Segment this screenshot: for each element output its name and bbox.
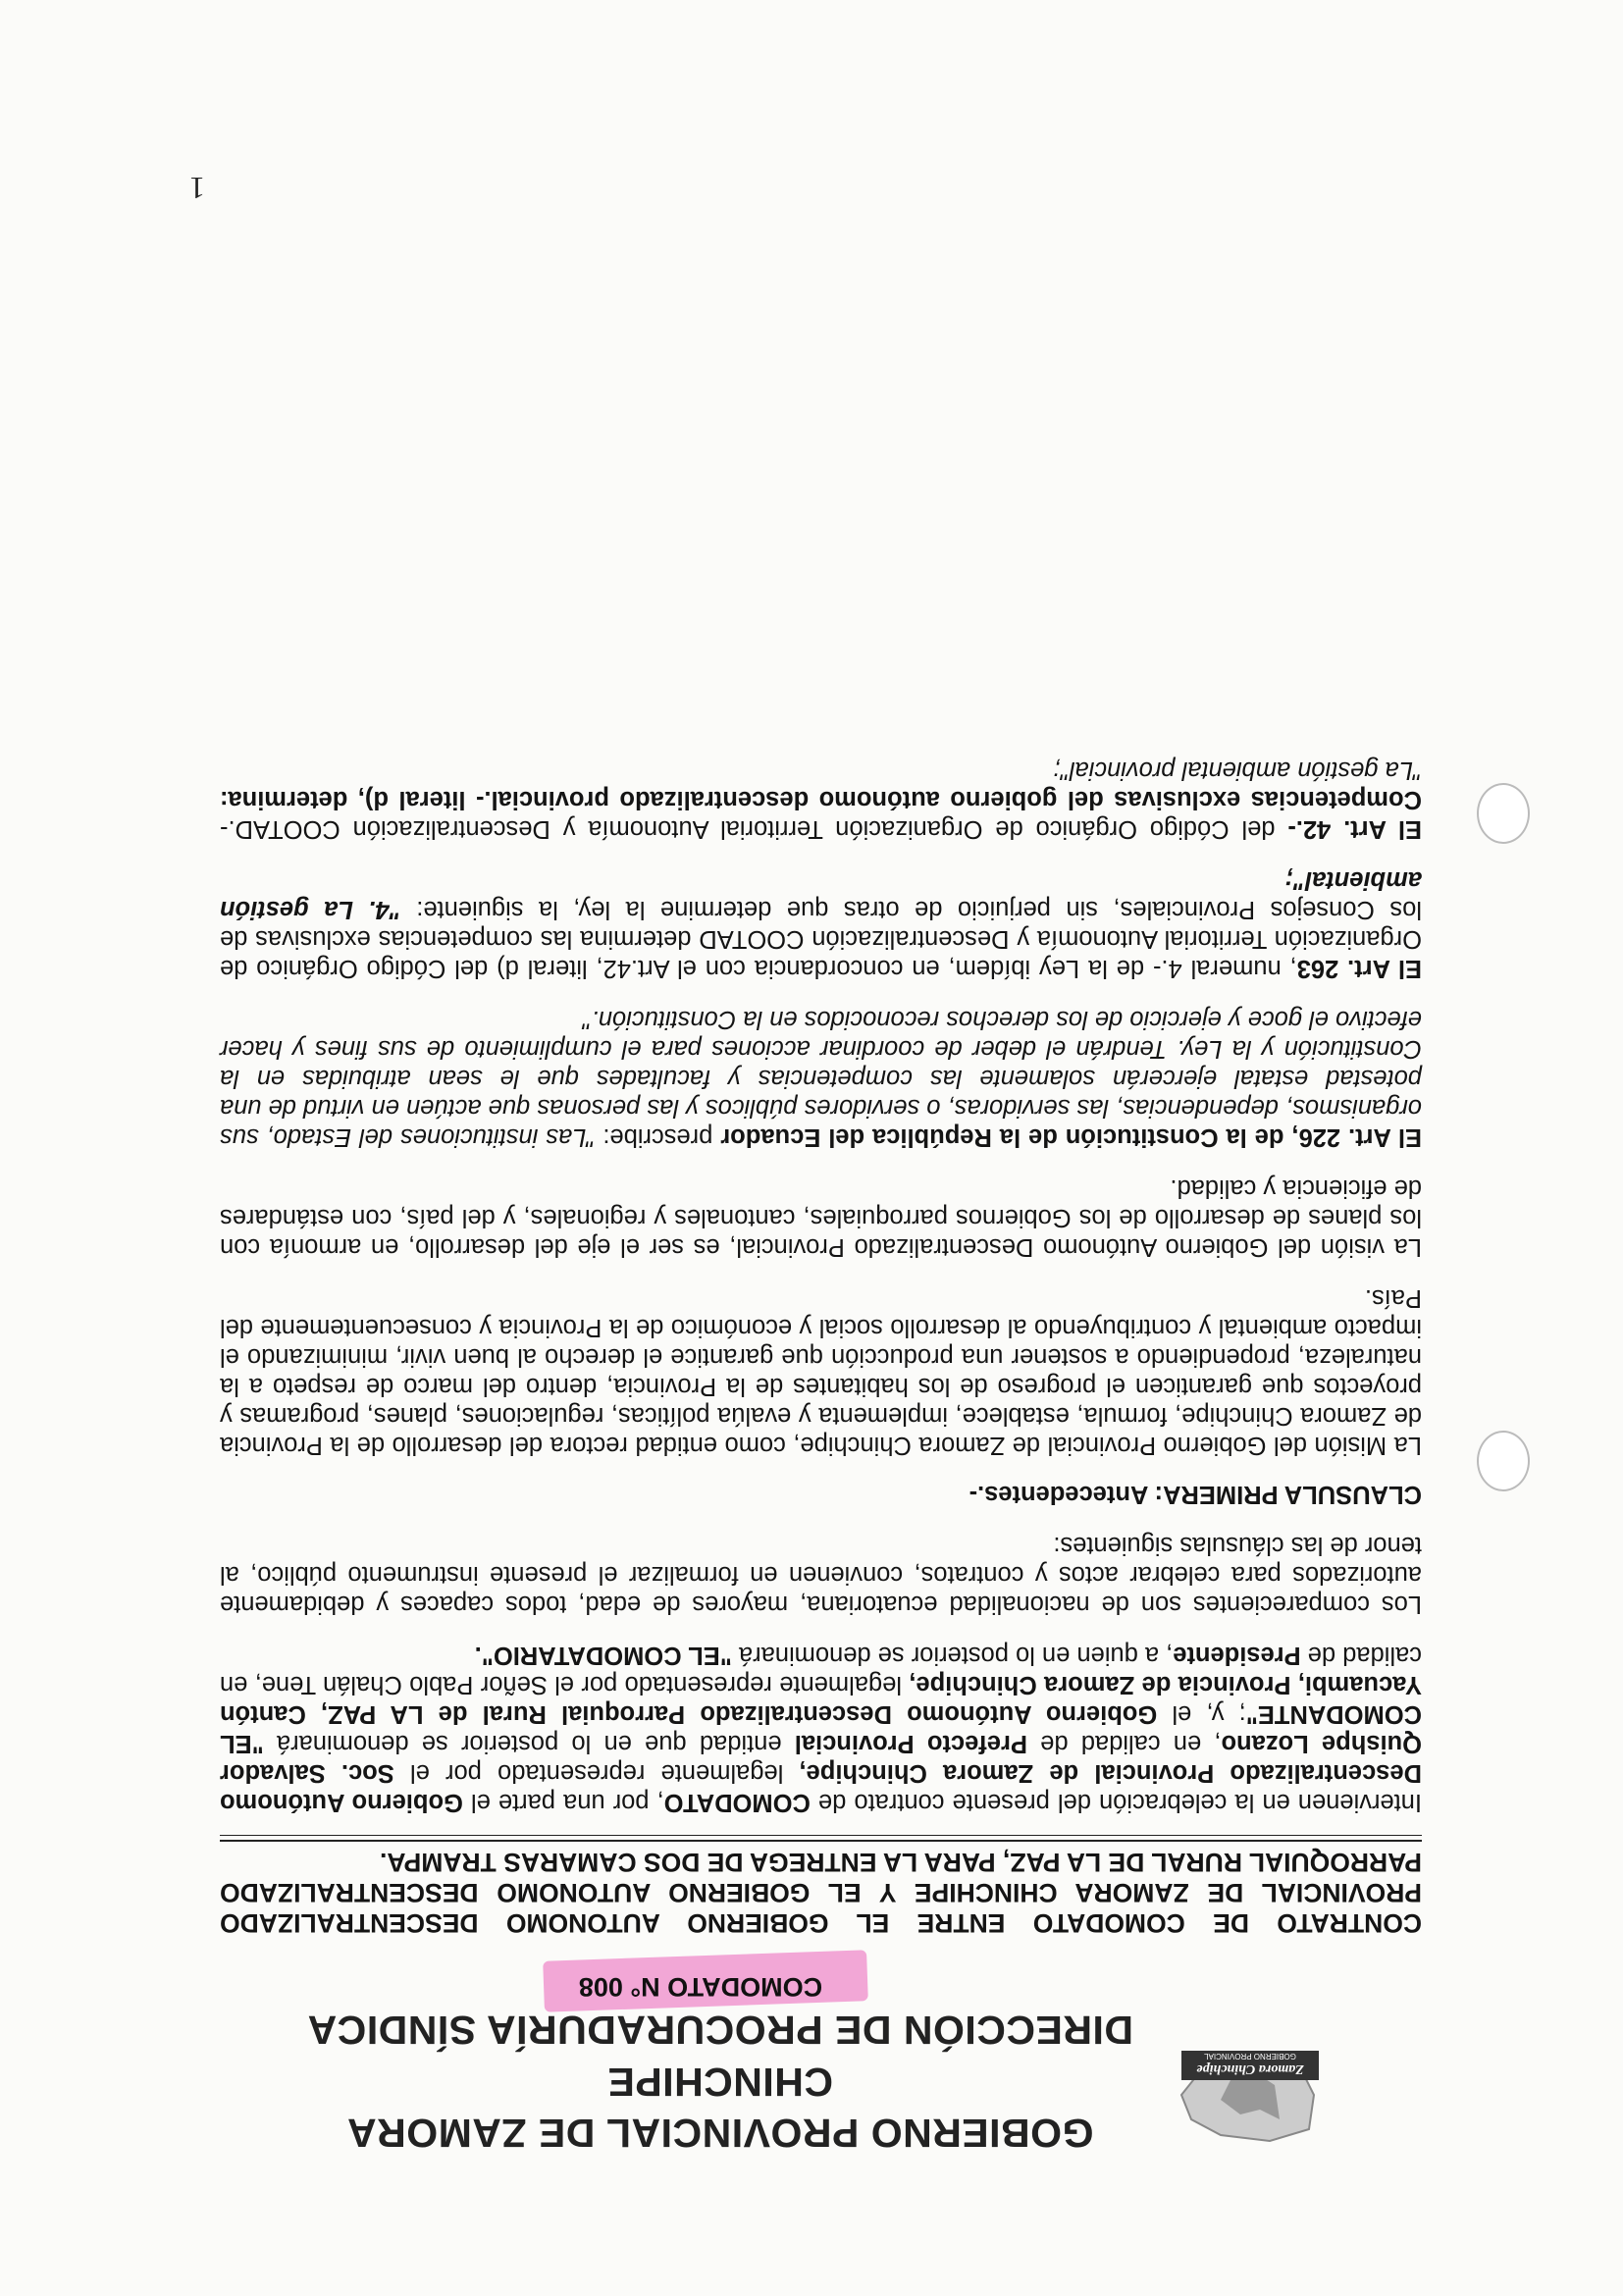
paragraph-art-42: El Art. 42.- del Código Orgánico de Organización Territorial Autonomía y Descentralización COOTAD.- Competencias exclusivas del gobierno autónomo descentralizado provincial.- literal d), determina: "La gestión ambiental provincial"; (219, 757, 1422, 843)
paragraph-intervienen: Intervienen en la celebración del presente contrato de COMODATO, por una parte el Gobierno Autónomo Descentralizado Provincial de Zamora Chinchipe, legalmente representado por el Soc. Salvador Quishpe Lozano, en calidad de Prefecto Provincial entidad que en lo posterior se denominará "EL COMODANTE"; y, el Gobierno Autónomo Descentralizado Parroquial Rural de LA PAZ, Cantón Yacuambi, Provincia de Zamora Chinchipe, legalmente representado por el Señor Pablo Chalán Tene, en calidad de Presidente, a quien en lo posterior se denominará "EL COMODATARIO". (220, 1642, 1422, 1816)
paragraph-vision: La visión del Gobierno Autónomo Descentralizado Provincial, es ser el eje del desarrollo, en armonía con los planes de desarrollo de los Gobiernos parroquiales, cantonales y regionales, y del país, con estándares de eficiencia y calidad. (220, 1174, 1422, 1261)
document-body (220, 734, 1422, 1938)
zamora-chinchipe-logo (1172, 2041, 1329, 2149)
paragraph-comparecientes: Los comparecientes son de nacionalidad ecuatoriana, mayores de edad, todos capaces y debidamente autorizados para celebrar actos y contratos, convienen en formalizar el presente instrumento público, al tenor de las cláusulas siguientes: (220, 1532, 1422, 1618)
title-rule-thin (220, 1835, 1422, 1836)
paragraph-art-263: El Art. 263, numeral 4.- de la Ley ibídem, en concordancia con el Art.42, literal d) del Código Orgánico de Organización Territorial Autonomía y Descentralización COOTAD determina las competencias exclusivas de los Consejos Provinciales, sin perjuicio de otras que determine la ley, la siguiente: "4. La gestión ambiental"; (220, 866, 1422, 982)
paragraph-mision: La Misión del Gobierno Provincial de Zamora Chinchipe, como entidad rectora del desarrollo de la Provincia de Zamora Chinchipe, formula, establece, implementa y evalúa políticas, regulaciones, planes, programas y proyectos que garanticen el progreso de los habitantes de la Provincia, dentro del marco de respeto a la naturaleza, propendiendo a sostener una producción que garantice el derecho al buen vivir, minimizando el impacto ambiental y contribuyendo al desarrollo social y económico de la Provincia y consecuentemente del País. (220, 1284, 1422, 1459)
page-number: 1 (189, 171, 205, 206)
header-line-2: DIRECCIÓN DE PROCURADURÍA SÍNDICA (307, 2008, 1133, 2054)
clausula-primera-heading: CLAUSULA PRIMERA: Antecedentes.- (969, 1481, 1422, 1508)
punch-hole-left (1477, 1431, 1530, 1491)
header-line-1: GOBIERNO PROVINCIAL DE ZAMORA CHINCHIPE (346, 2059, 1094, 2156)
svg-text:GOBIERNO PROVINCIAL: GOBIERNO PROVINCIAL (1204, 2052, 1296, 2061)
paragraph-art-226: El Art. 226, de la Constitución de la República del Ecuador prescribe: "Las instituciones del Estado, sus organismos, dependencias, las servidoras, o servidores públicos y las personas que actúen en virtud de una potestad estatal ejercerán solamente las competencias y facultades que le sean atribuidas en la Constitución y la Ley. Tendrán el deber de coordinar acciones para el cumplimiento de sus fines y hacer efectivo el goce y ejercicio de los derechos reconocidos en la Constitución." (220, 1006, 1422, 1151)
svg-text:Zamora Chinchipe: Zamora Chinchipe (1196, 2061, 1304, 2076)
title-rule (220, 1840, 1422, 1842)
punch-hole-right (1477, 783, 1530, 844)
contract-title: CONTRATO DE COMODATO ENTRE EL GOBIERNO AUTONOMO DESCENTRALIZADO PROVINCIAL DE ZAMORA CHINCHIPE Y EL GOBIERNO AUTONOMO DESCENTRALIZADO PARROQUIAL RURAL DE LA PAZ, PARA LA ENTREGA DE DOS CAMARAS TRAMPA. (220, 1848, 1422, 1938)
comodato-number: COMODATO N° 008 (578, 1972, 823, 2002)
letterhead (259, 2005, 1329, 2159)
